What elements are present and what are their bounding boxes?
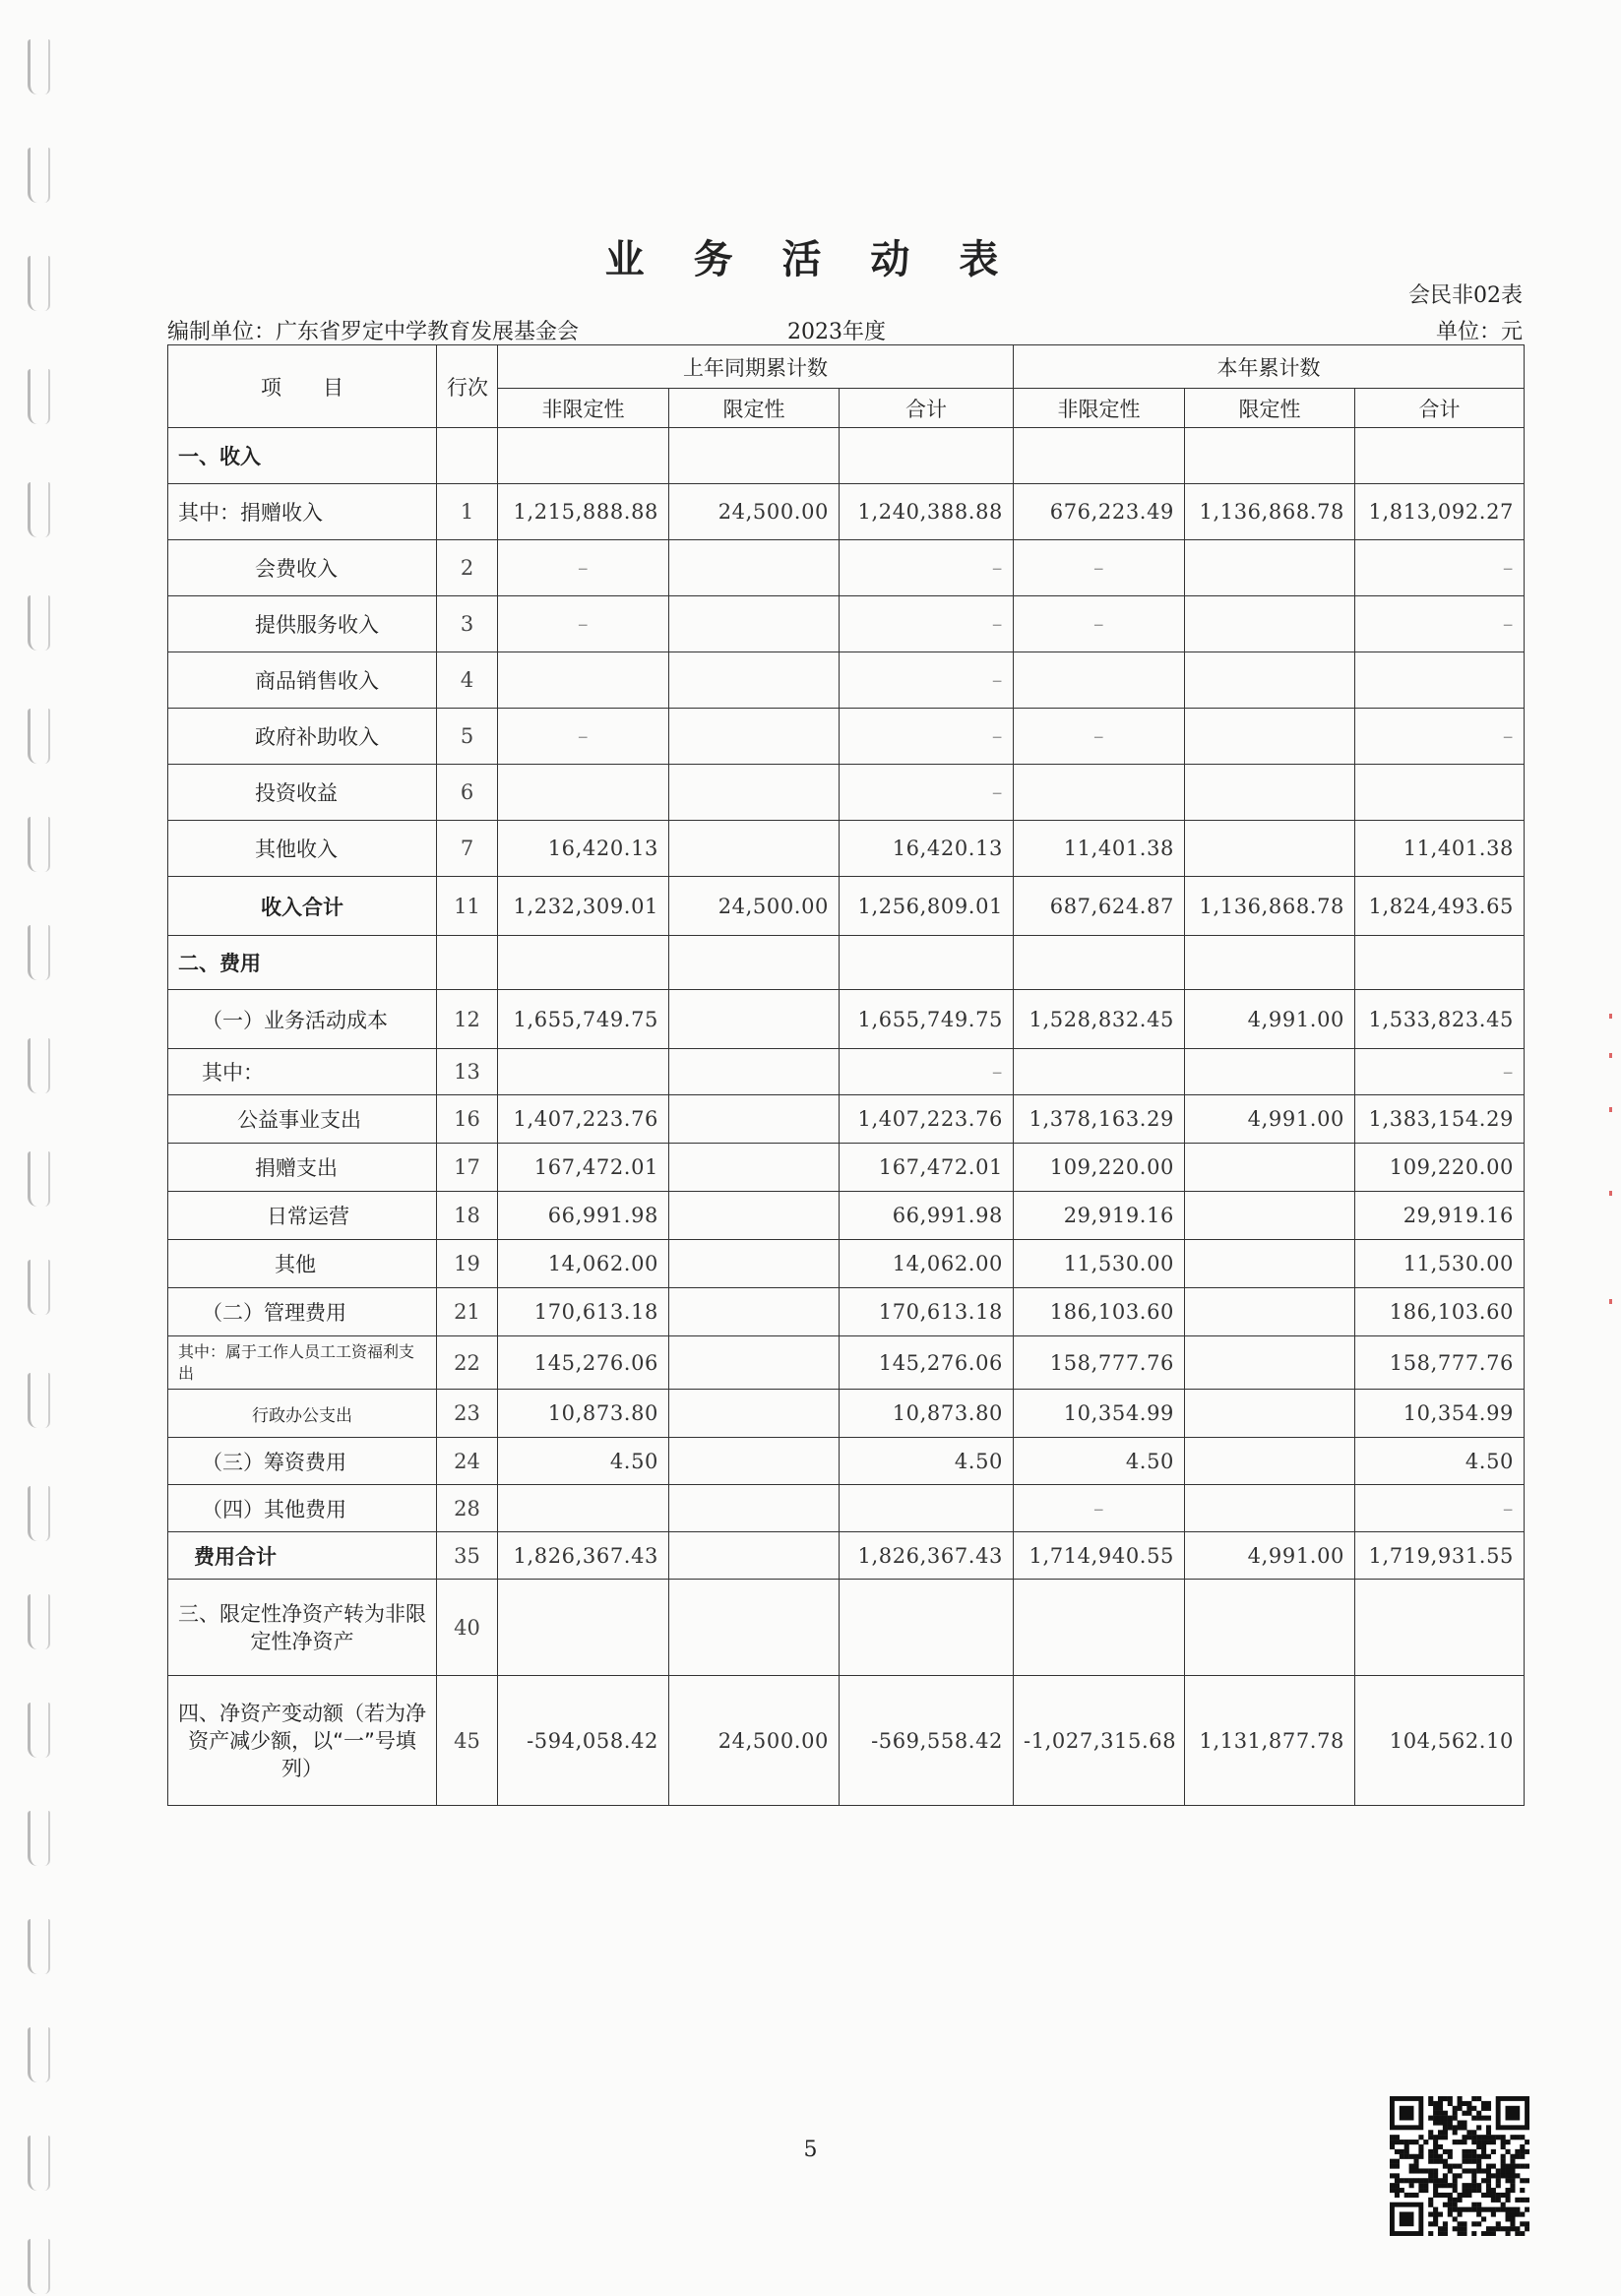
row-line-number: 45 bbox=[437, 1676, 498, 1806]
table-row bbox=[168, 1390, 1525, 1438]
curr-restricted-cell: 4,991.00 bbox=[1185, 990, 1355, 1049]
preparing-unit: 编制单位：广东省罗定中学教育发展基金会 bbox=[167, 320, 580, 344]
prev-unrestricted-cell: 1,826,367.43 bbox=[498, 1532, 669, 1580]
prev-restricted-cell bbox=[669, 1580, 840, 1676]
prev-total-cell: 14,062.00 bbox=[840, 1240, 1014, 1288]
row-label: （三）筹资费用 bbox=[168, 1438, 437, 1485]
row-label: 商品销售收入 bbox=[168, 652, 437, 709]
curr-unrestricted-cell: 29,919.16 bbox=[1014, 1192, 1185, 1240]
prev-restricted-cell bbox=[669, 1532, 840, 1580]
prev-total-cell: 167,472.01 bbox=[840, 1144, 1014, 1192]
row-label: （二）管理费用 bbox=[168, 1288, 437, 1336]
prev-unrestricted-cell bbox=[498, 1485, 669, 1532]
prev-restricted-cell bbox=[669, 1485, 840, 1532]
prev-total-cell: 1,240,388.88 bbox=[840, 484, 1014, 540]
table-row bbox=[168, 484, 1525, 540]
row-line-number: 23 bbox=[437, 1390, 498, 1438]
prev-restricted-cell bbox=[669, 1240, 840, 1288]
prev-unrestricted-cell: 170,613.18 bbox=[498, 1288, 669, 1336]
prev-unrestricted-cell bbox=[498, 1049, 669, 1095]
table-row bbox=[168, 1438, 1525, 1485]
curr-total-cell bbox=[1355, 428, 1525, 484]
curr-unrestricted-cell: -1,027,315.68 bbox=[1014, 1676, 1185, 1806]
table-row bbox=[168, 990, 1525, 1049]
prev-unrestricted-cell: -594,058.42 bbox=[498, 1676, 669, 1806]
curr-total-cell: 11,530.00 bbox=[1355, 1240, 1525, 1288]
page-number: 5 bbox=[803, 2138, 818, 2162]
row-label: 费用合计 bbox=[168, 1532, 437, 1580]
header-prev-total: 合计 bbox=[840, 389, 1014, 428]
row-label: 投资收益 bbox=[168, 765, 437, 821]
curr-total-cell: – bbox=[1355, 540, 1525, 596]
row-line-number: 6 bbox=[437, 765, 498, 821]
curr-unrestricted-cell: 4.50 bbox=[1014, 1438, 1185, 1485]
curr-total-cell: 10,354.99 bbox=[1355, 1390, 1525, 1438]
curr-total-cell: – bbox=[1355, 596, 1525, 652]
curr-unrestricted-cell: – bbox=[1014, 596, 1185, 652]
curr-unrestricted-cell bbox=[1014, 936, 1185, 990]
prev-total-cell: 1,256,809.01 bbox=[840, 877, 1014, 936]
prev-total-cell bbox=[840, 428, 1014, 484]
table-row bbox=[168, 1192, 1525, 1240]
curr-restricted-cell bbox=[1185, 709, 1355, 765]
curr-unrestricted-cell bbox=[1014, 652, 1185, 709]
curr-total-cell: 1,824,493.65 bbox=[1355, 877, 1525, 936]
header-prev-unrestricted: 非限定性 bbox=[498, 389, 669, 428]
curr-unrestricted-cell: – bbox=[1014, 540, 1185, 596]
curr-total-cell: 11,401.38 bbox=[1355, 821, 1525, 877]
curr-restricted-cell bbox=[1185, 428, 1355, 484]
prev-total-cell: – bbox=[840, 652, 1014, 709]
prev-restricted-cell bbox=[669, 1288, 840, 1336]
prev-unrestricted-cell: 1,232,309.01 bbox=[498, 877, 669, 936]
curr-restricted-cell: 1,131,877.78 bbox=[1185, 1676, 1355, 1806]
table-row bbox=[168, 652, 1525, 709]
prev-restricted-cell: 24,500.00 bbox=[669, 484, 840, 540]
row-label: 其中：捐赠收入 bbox=[168, 484, 437, 540]
binding-rings bbox=[28, 20, 61, 2283]
prev-restricted-cell bbox=[669, 1095, 840, 1144]
curr-restricted-cell bbox=[1185, 1390, 1355, 1438]
prev-unrestricted-cell bbox=[498, 428, 669, 484]
curr-restricted-cell bbox=[1185, 652, 1355, 709]
curr-total-cell: – bbox=[1355, 1049, 1525, 1095]
row-label: （四）其他费用 bbox=[168, 1485, 437, 1532]
row-label: 会费收入 bbox=[168, 540, 437, 596]
prev-restricted-cell bbox=[669, 1390, 840, 1438]
curr-restricted-cell bbox=[1185, 821, 1355, 877]
row-line-number bbox=[437, 428, 498, 484]
curr-total-cell: – bbox=[1355, 709, 1525, 765]
row-line-number: 3 bbox=[437, 596, 498, 652]
header-curr-unrestricted: 非限定性 bbox=[1014, 389, 1185, 428]
prev-restricted-cell bbox=[669, 1438, 840, 1485]
prev-unrestricted-cell: 1,655,749.75 bbox=[498, 990, 669, 1049]
header-prev-restricted: 限定性 bbox=[669, 389, 840, 428]
page-title: 业 务 活 动 表 bbox=[604, 237, 1017, 282]
prev-restricted-cell: 24,500.00 bbox=[669, 1676, 840, 1806]
row-label: 公益事业支出 bbox=[168, 1095, 437, 1144]
prev-total-cell bbox=[840, 1485, 1014, 1532]
curr-restricted-cell bbox=[1185, 1192, 1355, 1240]
row-label: 日常运营 bbox=[168, 1192, 437, 1240]
curr-unrestricted-cell bbox=[1014, 1049, 1185, 1095]
form-code: 会民非02表 bbox=[1408, 283, 1523, 308]
row-label: 一、收入 bbox=[168, 428, 437, 484]
row-label: 行政办公支出 bbox=[168, 1390, 437, 1438]
row-line-number bbox=[437, 936, 498, 990]
prev-unrestricted-cell: 4.50 bbox=[498, 1438, 669, 1485]
curr-total-cell bbox=[1355, 765, 1525, 821]
row-label: 其他 bbox=[168, 1240, 437, 1288]
row-label: 收入合计 bbox=[168, 877, 437, 936]
prev-restricted-cell bbox=[669, 821, 840, 877]
prev-total-cell bbox=[840, 1580, 1014, 1676]
curr-total-cell bbox=[1355, 936, 1525, 990]
row-label: （一）业务活动成本 bbox=[168, 990, 437, 1049]
table-row bbox=[168, 1240, 1525, 1288]
prev-unrestricted-cell: 1,215,888.88 bbox=[498, 484, 669, 540]
prev-restricted-cell bbox=[669, 652, 840, 709]
prev-restricted-cell bbox=[669, 540, 840, 596]
prev-unrestricted-cell: 167,472.01 bbox=[498, 1144, 669, 1192]
curr-unrestricted-cell: 109,220.00 bbox=[1014, 1144, 1185, 1192]
table-row bbox=[168, 428, 1525, 484]
table-row bbox=[168, 540, 1525, 596]
table-row bbox=[168, 936, 1525, 990]
header-curr-total: 合计 bbox=[1355, 389, 1525, 428]
curr-restricted-cell bbox=[1185, 540, 1355, 596]
row-line-number: 11 bbox=[437, 877, 498, 936]
table-row bbox=[168, 1485, 1525, 1532]
header-item: 项 目 bbox=[168, 345, 437, 428]
curr-restricted-cell: 1,136,868.78 bbox=[1185, 484, 1355, 540]
header-curr-year: 本年累计数 bbox=[1014, 345, 1525, 389]
prev-total-cell: 16,420.13 bbox=[840, 821, 1014, 877]
row-line-number: 19 bbox=[437, 1240, 498, 1288]
prev-unrestricted-cell bbox=[498, 765, 669, 821]
curr-total-cell: 1,813,092.27 bbox=[1355, 484, 1525, 540]
row-label: 捐赠支出 bbox=[168, 1144, 437, 1192]
row-line-number: 2 bbox=[437, 540, 498, 596]
prev-total-cell: – bbox=[840, 1049, 1014, 1095]
curr-total-cell: 104,562.10 bbox=[1355, 1676, 1525, 1806]
qr-code-icon bbox=[1390, 2096, 1529, 2236]
prev-total-cell: 10,873.80 bbox=[840, 1390, 1014, 1438]
curr-restricted-cell bbox=[1185, 1240, 1355, 1288]
prev-total-cell bbox=[840, 936, 1014, 990]
row-line-number: 22 bbox=[437, 1336, 498, 1390]
curr-unrestricted-cell: 11,530.00 bbox=[1014, 1240, 1185, 1288]
fiscal-year: 2023年度 bbox=[787, 320, 886, 344]
curr-restricted-cell bbox=[1185, 1049, 1355, 1095]
prev-restricted-cell bbox=[669, 1144, 840, 1192]
curr-total-cell: – bbox=[1355, 1485, 1525, 1532]
table-row bbox=[168, 1144, 1525, 1192]
table-row bbox=[168, 821, 1525, 877]
prev-total-cell: 1,655,749.75 bbox=[840, 990, 1014, 1049]
prev-restricted-cell bbox=[669, 1049, 840, 1095]
header-curr-restricted: 限定性 bbox=[1185, 389, 1355, 428]
curr-total-cell: 186,103.60 bbox=[1355, 1288, 1525, 1336]
prev-unrestricted-cell: – bbox=[498, 596, 669, 652]
curr-unrestricted-cell bbox=[1014, 428, 1185, 484]
curr-restricted-cell bbox=[1185, 936, 1355, 990]
curr-total-cell: 109,220.00 bbox=[1355, 1144, 1525, 1192]
table-row bbox=[168, 1676, 1525, 1806]
prev-unrestricted-cell bbox=[498, 652, 669, 709]
table-row bbox=[168, 1580, 1525, 1676]
table-row bbox=[168, 709, 1525, 765]
prev-restricted-cell bbox=[669, 990, 840, 1049]
curr-total-cell: 4.50 bbox=[1355, 1438, 1525, 1485]
curr-restricted-cell bbox=[1185, 1144, 1355, 1192]
row-line-number: 5 bbox=[437, 709, 498, 765]
business-activity-table bbox=[167, 344, 1525, 1806]
curr-total-cell bbox=[1355, 652, 1525, 709]
curr-unrestricted-cell: 1,528,832.45 bbox=[1014, 990, 1185, 1049]
prev-total-cell: – bbox=[840, 709, 1014, 765]
prev-total-cell: 1,826,367.43 bbox=[840, 1532, 1014, 1580]
currency-unit: 单位：元 bbox=[1435, 320, 1523, 344]
curr-total-cell bbox=[1355, 1580, 1525, 1676]
curr-unrestricted-cell: 10,354.99 bbox=[1014, 1390, 1185, 1438]
header-info-line bbox=[167, 315, 1523, 344]
row-label: 其中： bbox=[168, 1049, 437, 1095]
prev-unrestricted-cell: – bbox=[498, 540, 669, 596]
curr-restricted-cell bbox=[1185, 1580, 1355, 1676]
table-row bbox=[168, 1532, 1525, 1580]
prev-unrestricted-cell: 10,873.80 bbox=[498, 1390, 669, 1438]
prev-unrestricted-cell bbox=[498, 936, 669, 990]
row-line-number: 21 bbox=[437, 1288, 498, 1336]
curr-restricted-cell bbox=[1185, 765, 1355, 821]
row-line-number: 17 bbox=[437, 1144, 498, 1192]
curr-restricted-cell bbox=[1185, 596, 1355, 652]
table-row bbox=[168, 765, 1525, 821]
curr-restricted-cell bbox=[1185, 1485, 1355, 1532]
curr-unrestricted-cell: – bbox=[1014, 1485, 1185, 1532]
prev-total-cell: 1,407,223.76 bbox=[840, 1095, 1014, 1144]
curr-unrestricted-cell: 1,378,163.29 bbox=[1014, 1095, 1185, 1144]
prev-unrestricted-cell: 145,276.06 bbox=[498, 1336, 669, 1390]
curr-unrestricted-cell bbox=[1014, 1580, 1185, 1676]
row-line-number: 1 bbox=[437, 484, 498, 540]
row-line-number: 16 bbox=[437, 1095, 498, 1144]
prev-restricted-cell bbox=[669, 765, 840, 821]
row-line-number: 18 bbox=[437, 1192, 498, 1240]
prev-unrestricted-cell bbox=[498, 1580, 669, 1676]
table-row bbox=[168, 877, 1525, 936]
row-line-number: 7 bbox=[437, 821, 498, 877]
curr-unrestricted-cell: 186,103.60 bbox=[1014, 1288, 1185, 1336]
curr-total-cell: 1,533,823.45 bbox=[1355, 990, 1525, 1049]
table-row bbox=[168, 1288, 1525, 1336]
prev-unrestricted-cell: 1,407,223.76 bbox=[498, 1095, 669, 1144]
curr-unrestricted-cell: 1,714,940.55 bbox=[1014, 1532, 1185, 1580]
table-row bbox=[168, 1336, 1525, 1390]
prev-unrestricted-cell: 66,991.98 bbox=[498, 1192, 669, 1240]
prev-restricted-cell bbox=[669, 936, 840, 990]
row-label: 其他收入 bbox=[168, 821, 437, 877]
prev-restricted-cell bbox=[669, 596, 840, 652]
curr-restricted-cell: 1,136,868.78 bbox=[1185, 877, 1355, 936]
header-line: 行次 bbox=[437, 345, 498, 428]
curr-total-cell: 29,919.16 bbox=[1355, 1192, 1525, 1240]
prev-total-cell: – bbox=[840, 596, 1014, 652]
curr-unrestricted-cell: 11,401.38 bbox=[1014, 821, 1185, 877]
row-label: 政府补助收入 bbox=[168, 709, 437, 765]
curr-restricted-cell bbox=[1185, 1438, 1355, 1485]
prev-total-cell: 4.50 bbox=[840, 1438, 1014, 1485]
row-line-number: 28 bbox=[437, 1485, 498, 1532]
curr-unrestricted-cell: 687,624.87 bbox=[1014, 877, 1185, 936]
prev-total-cell: 66,991.98 bbox=[840, 1192, 1014, 1240]
edge-marks bbox=[1609, 1014, 1615, 1309]
prev-total-cell: -569,558.42 bbox=[840, 1676, 1014, 1806]
prev-total-cell: 170,613.18 bbox=[840, 1288, 1014, 1336]
row-line-number: 40 bbox=[437, 1580, 498, 1676]
curr-unrestricted-cell: 676,223.49 bbox=[1014, 484, 1185, 540]
prev-restricted-cell bbox=[669, 1192, 840, 1240]
table-row bbox=[168, 1049, 1525, 1095]
row-label: 其中：属于工作人员工工资福利支出 bbox=[168, 1336, 437, 1390]
prev-restricted-cell bbox=[669, 709, 840, 765]
curr-total-cell: 158,777.76 bbox=[1355, 1336, 1525, 1390]
curr-total-cell: 1,383,154.29 bbox=[1355, 1095, 1525, 1144]
prev-restricted-cell bbox=[669, 428, 840, 484]
row-label: 三、限定性净资产转为非限定性净资产 bbox=[168, 1580, 437, 1676]
curr-restricted-cell: 4,991.00 bbox=[1185, 1095, 1355, 1144]
row-line-number: 12 bbox=[437, 990, 498, 1049]
row-line-number: 13 bbox=[437, 1049, 498, 1095]
header-prev-year: 上年同期累计数 bbox=[498, 345, 1014, 389]
prev-unrestricted-cell: 16,420.13 bbox=[498, 821, 669, 877]
curr-restricted-cell bbox=[1185, 1336, 1355, 1390]
table-row bbox=[168, 1095, 1525, 1144]
curr-unrestricted-cell: 158,777.76 bbox=[1014, 1336, 1185, 1390]
row-line-number: 4 bbox=[437, 652, 498, 709]
prev-restricted-cell bbox=[669, 1336, 840, 1390]
prev-total-cell: – bbox=[840, 540, 1014, 596]
curr-restricted-cell bbox=[1185, 1288, 1355, 1336]
curr-unrestricted-cell: – bbox=[1014, 709, 1185, 765]
row-label: 二、费用 bbox=[168, 936, 437, 990]
curr-total-cell: 1,719,931.55 bbox=[1355, 1532, 1525, 1580]
table-row bbox=[168, 596, 1525, 652]
prev-unrestricted-cell: 14,062.00 bbox=[498, 1240, 669, 1288]
row-label: 四、净资产变动额（若为净资产减少额，以“一”号填列） bbox=[168, 1676, 437, 1806]
row-label: 提供服务收入 bbox=[168, 596, 437, 652]
prev-total-cell: 145,276.06 bbox=[840, 1336, 1014, 1390]
prev-restricted-cell: 24,500.00 bbox=[669, 877, 840, 936]
prev-unrestricted-cell: – bbox=[498, 709, 669, 765]
row-line-number: 35 bbox=[437, 1532, 498, 1580]
prev-total-cell: – bbox=[840, 765, 1014, 821]
curr-unrestricted-cell bbox=[1014, 765, 1185, 821]
curr-restricted-cell: 4,991.00 bbox=[1185, 1532, 1355, 1580]
row-line-number: 24 bbox=[437, 1438, 498, 1485]
